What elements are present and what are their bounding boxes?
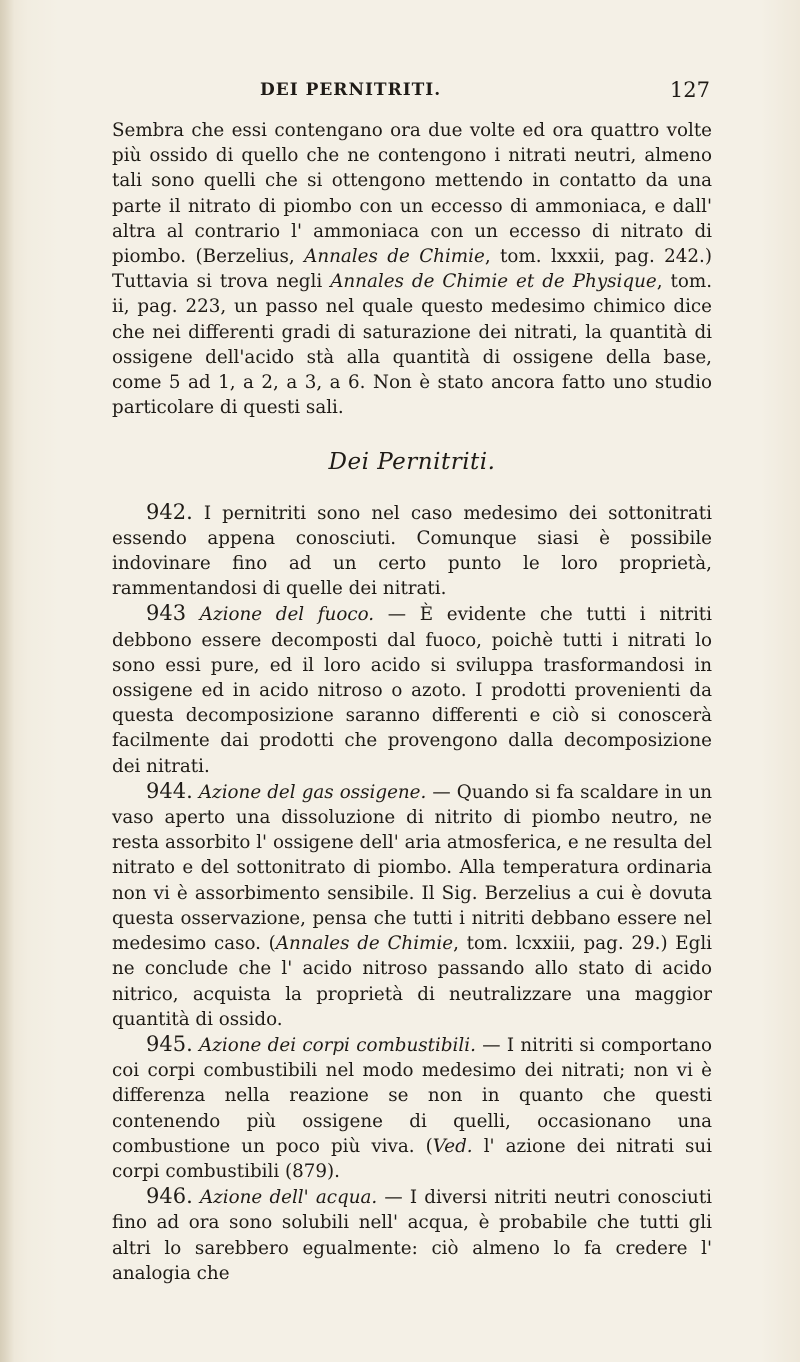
paragraph-text: — I nitriti si comportano coi corpi combustibili nel modo medesimo dei nitrati; non vi è differenza nella reazione se non in quanto che questi contenendo più ossigene di quelli, occasionano una combustione un poco più viva. ( — [112, 1034, 713, 1157]
paragraph-text: — È evidente che tutti i nitriti debbono essere decomposti dal fuoco, poichè tutti i nitrati lo sono essi pure, ed il loro acido si sviluppa trasformandosi in ossigene ed in acido nitroso o azoto. I prodotti provenienti da questa decomposizione saranno differenti e ciò si conoscerà facilmente dai prodotti che provengono dalla decomposizione dei nitrati. — [112, 604, 713, 777]
journal-title: Annales de Chimie — [275, 933, 454, 955]
paragraph-text: — I diversi nitriti neutri conosciuti fino ad ora sono solubili nell' acqua, è probabile che tutti gli altri lo sarebbero egualmente: ciò almeno lo fa credere l' analogia che — [112, 1187, 713, 1284]
intro-text-3: , tom. ii, pag. 223, un passo nel quale questo medesimo chimico dice che nei differenti gradi di saturazione dei nitrati, la quantità di ossigene dell'acido stà alla quantità di ossigene della base, come 5 ad 1, a 2, a 3, a 6. Non è stato ancora fatto uno studio particolare di questi sali. — [112, 271, 713, 419]
intro-text-2: , tom. lxxxii, pag. 242.) Tuttavia si trova negli — [112, 246, 712, 293]
paragraph-number: 945. — [146, 1031, 193, 1056]
paragraph-945 — [112, 1032, 712, 1184]
ved-abbreviation: Ved. — [432, 1135, 473, 1157]
paragraph-946 — [112, 1184, 712, 1286]
journal-title: Annales de Chimie et de Physique — [330, 271, 657, 293]
paragraph-text: I pernitriti sono nel caso medesimo dei sottonitrati essendo appena conosciuti. Comunque siasi è possibile indovinare fino ad un certo punto le loro proprietà, rammentandosi di quelle dei nitrati. — [112, 502, 712, 600]
paragraph-text: — Quando si fa scaldare in un vaso aperto una dissoluzione di nitrito di piombo neutro, ne resta assorbito l' ossigene dell' aria atmosferica, e ne resulta del nitrato e del sottonitrato di piombo. Alla temperatura ordinaria non vi è assorbimento sensibile. Il Sig. Berzelius a cui è dovuta questa osservazione, pensa che tutti i nitriti debbano essere nel medesimo caso. ( — [112, 781, 712, 955]
body-text — [112, 118, 712, 1286]
paragraph-heading: Azione dell' acqua. — [199, 1187, 378, 1209]
paragraph-heading: Azione del fuoco. — [199, 604, 375, 626]
paragraph-heading: Azione del gas ossigene. — [198, 781, 427, 803]
intro-text-1: Sembra che essi contengano ora due volte ed ora quattro volte più ossido di quello che ne contengono i nitrati neutri, almeno tali sono quelli che si ottengono mettendo in contatto da una parte il nitrato di piombo con un eccesso di ammoniaca, e dall' altra al contrario l' ammoniaca con un eccesso di nitrato di piombo. (Berzelius, — [112, 120, 712, 268]
paragraph-942 — [112, 500, 712, 602]
section-title: Dei Pernitriti. — [328, 449, 496, 476]
paragraph-number: 944. — [146, 778, 193, 803]
paragraph-943 — [112, 601, 712, 778]
page-gutter-shadow — [0, 0, 14, 1362]
paragraph-heading: Azione dei corpi combustibili. — [199, 1034, 476, 1056]
page-header — [110, 78, 710, 108]
paragraph-number: 946. — [146, 1184, 193, 1209]
paragraph-text-after: , tom. lcxxiii, pag. 29.) Egli ne conclude che l' acido nitroso passando allo stato di acido nitrico, acquista la proprietà di neutralizzare una maggior quantità di ossido. — [112, 933, 713, 1030]
intro-paragraph — [112, 118, 712, 420]
running-head: DEI PERNITRITI. — [260, 80, 442, 100]
paragraph-text-after: l' azione dei nitrati sui corpi combustibili (879). — [112, 1135, 712, 1182]
journal-title: Annales de Chimie — [304, 246, 485, 268]
paragraph-944 — [112, 779, 712, 1032]
page-number: 127 — [669, 78, 710, 102]
paragraph-number: 943 — [146, 601, 187, 626]
paragraph-number: 942. — [146, 499, 193, 524]
